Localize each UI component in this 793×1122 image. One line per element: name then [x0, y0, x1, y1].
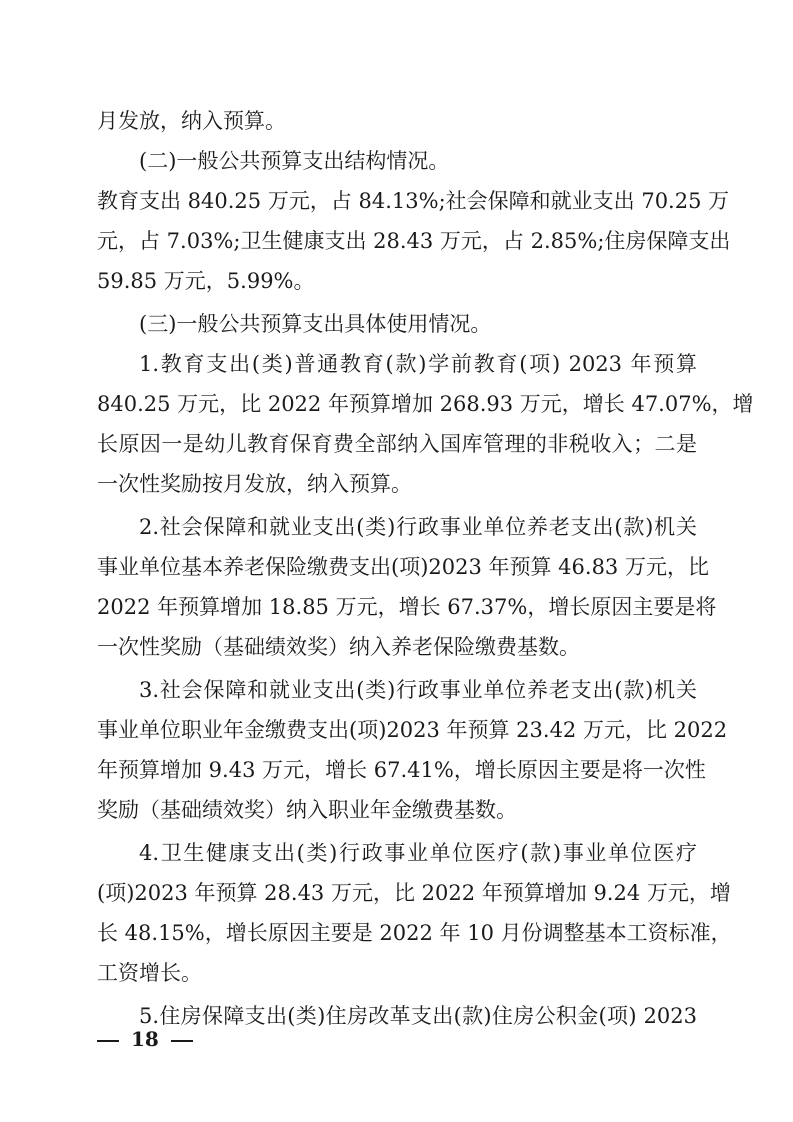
text-line: 奖励（基础绩效奖）纳入职业年金缴费基数。	[97, 798, 517, 822]
text-line: 事业单位基本养老保险缴费支出(项)2023 年预算 46.83 万元，比	[97, 555, 709, 579]
dash-left	[97, 1040, 119, 1042]
text-line: 一次性奖励（基础绩效奖）纳入养老保险缴费基数。	[97, 635, 580, 659]
page-number: 18	[131, 1027, 159, 1051]
dash-right	[171, 1040, 193, 1042]
text-line: 5.住房保障支出(类)住房改革支出(款)住房公积金(项) 2023	[139, 1004, 697, 1028]
text-line: 2022 年预算增加 18.85 万元，增长 67.37%，增长原因主要是将	[97, 595, 717, 619]
text-line: 3.社会保障和就业支出(类)行政事业单位养老支出(款)机关	[139, 678, 697, 702]
text-line: 元，占 7.03%;卫生健康支出 28.43 万元，占 2.85%;住房保障支出	[97, 229, 731, 253]
text-line: 4.卫生健康支出(类)行政事业单位医疗(款)事业单位医疗	[139, 841, 697, 865]
text-line: 一次性奖励按月发放，纳入预算。	[97, 472, 412, 496]
text-line: 840.25 万元，比 2022 年预算增加 268.93 万元，增长 47.07%，增	[97, 392, 754, 416]
text-line: 1.教育支出(类)普通教育(款)学前教育(项) 2023 年预算	[139, 352, 697, 376]
section-heading: (三)一般公共预算支出具体使用情况。	[139, 312, 492, 336]
text-line: 长 48.15%，增长原因主要是 2022 年 10 月份调整基本工资标准，	[97, 921, 732, 945]
text-line: 59.85 万元，5.99%。	[97, 269, 315, 293]
text-line: 2.社会保障和就业支出(类)行政事业单位养老支出(款)机关	[139, 515, 697, 539]
text-line: 事业单位职业年金缴费支出(项)2023 年预算 23.42 万元，比 2022	[97, 718, 728, 742]
page-footer	[97, 1024, 193, 1054]
text-line: 年预算增加 9.43 万元，增长 67.41%，增长原因主要是将一次性	[97, 758, 706, 782]
section-heading: (二)一般公共预算支出结构情况。	[139, 149, 450, 173]
text-line: 工资增长。	[97, 961, 202, 985]
text-line: 月发放，纳入预算。	[97, 109, 286, 133]
text-line: 教育支出 840.25 万元，占 84.13%;社会保障和就业支出 70.25 万	[97, 189, 730, 213]
text-line: 长原因一是幼儿教育保育费全部纳入国库管理的非税收入；二是	[97, 432, 697, 456]
text-line: (项)2023 年预算 28.43 万元，比 2022 年预算增加 9.24 万元，增	[97, 881, 731, 905]
